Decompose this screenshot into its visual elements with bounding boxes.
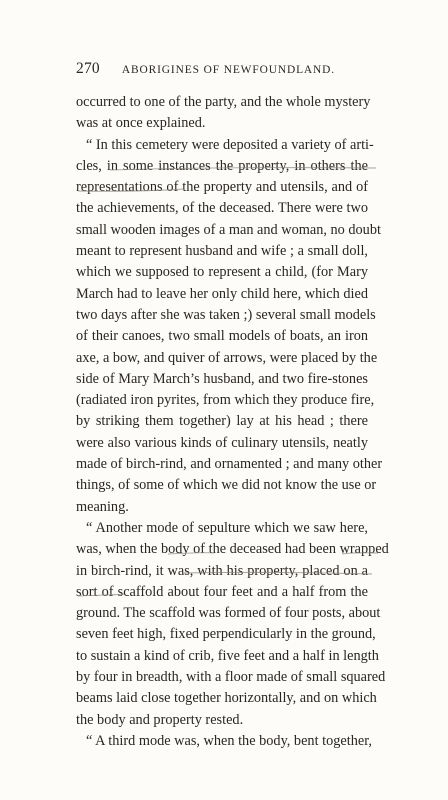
- text-line: which we supposed to represent a child, (for Mary: [76, 264, 368, 281]
- text-line: meaning.: [76, 498, 129, 515]
- text-line: meant to represent husband and wife ; a small doll,: [76, 243, 368, 260]
- text-line: ground. The scaffold was formed of four posts, about: [76, 605, 381, 622]
- text-line: (radiated iron pyrites, from which they produce fire,: [76, 392, 375, 409]
- text-line: things, of some of which we did not know the use or: [76, 477, 377, 494]
- text-line: the achievements, of the deceased. There were two: [76, 200, 368, 217]
- text-line: cles, in some instances the property, in others the: [76, 157, 368, 174]
- text-line: beams laid close together horizontally, and on which: [76, 690, 377, 707]
- text-line: March had to leave her only child here, which died: [76, 285, 368, 302]
- text-line: to sustain a kind of crib, five feet and a half in length: [76, 647, 379, 664]
- text-line: small wooden images of a man and woman, no doubt: [76, 221, 381, 238]
- text-line: “ A third mode was, when the body, bent together,: [86, 732, 372, 749]
- text-line: by striking them together) lay at his head ; there: [76, 413, 368, 430]
- text-line: was at once explained.: [76, 115, 206, 132]
- page-number: 270: [76, 60, 100, 77]
- text-line: made of birch-rind, and ornamented ; and many other: [76, 456, 383, 473]
- text-line: sort of scaffold about four feet and a half from the: [76, 583, 368, 600]
- text-line: was, when the body of the deceased had been wrapped: [76, 541, 389, 558]
- text-line: occurred to one of the party, and the whole mystery: [76, 94, 371, 110]
- text-line: the body and property rested.: [76, 711, 244, 728]
- text-line: representations of the property and utensils, and of: [76, 179, 368, 196]
- text-line: side of Mary March’s husband, and two fire-stones: [76, 370, 368, 387]
- text-line: in birch-rind, it was, with his property, placed on a: [76, 562, 368, 579]
- text-line: “ In this cemetery were deposited a variety of arti-: [86, 136, 374, 153]
- text-line: “ Another mode of sepulture which we saw here,: [86, 519, 368, 536]
- body-text: [76, 92, 389, 752]
- text-line: axe, a bow, and quiver of arrows, were placed by the: [76, 349, 378, 366]
- text-line: of their canoes, two small models of boats, an iron: [76, 328, 368, 345]
- page-header: [76, 60, 368, 80]
- text-line: were also various kinds of culinary utensils, neatly: [76, 434, 368, 451]
- text-line: by four in breadth, with a floor made of small squared: [76, 669, 386, 686]
- running-head: ABORIGINES OF NEWFOUNDLAND.: [121, 64, 336, 76]
- text-line: seven feet high, fixed perpendicularly in the ground,: [76, 626, 376, 643]
- text-line: two days after she was taken ;) several small models: [76, 306, 376, 323]
